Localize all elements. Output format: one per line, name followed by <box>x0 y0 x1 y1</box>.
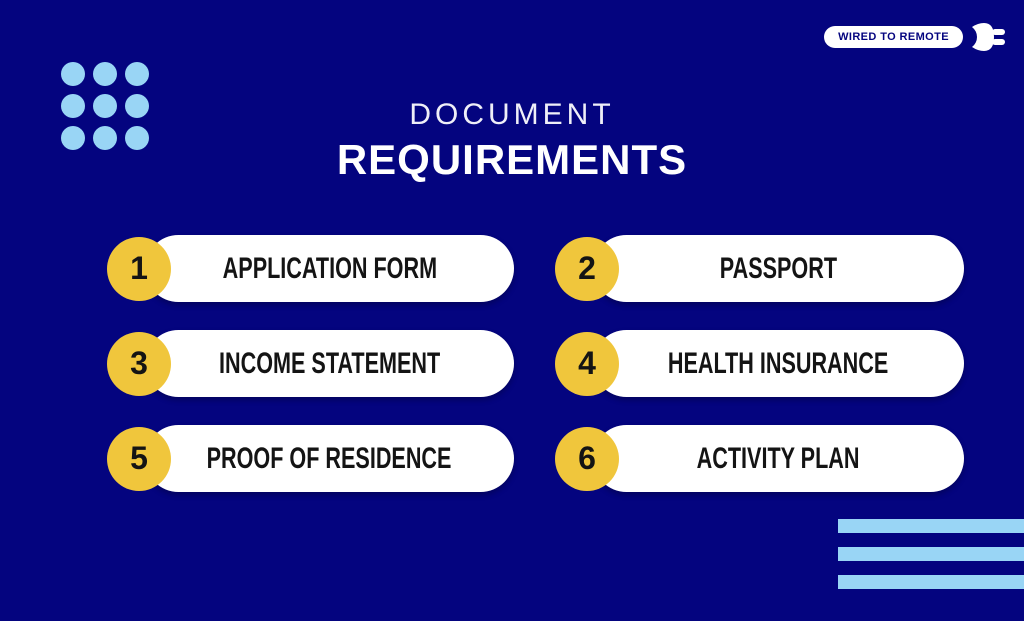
item-number-badge <box>107 332 171 396</box>
brand-badge-label: WIRED TO REMOTE <box>838 31 949 43</box>
item-pill <box>145 235 514 302</box>
dot-icon <box>125 62 149 86</box>
item-pill <box>145 330 514 397</box>
item-label: APPLICATION FORM <box>222 251 437 285</box>
requirement-item-2 <box>555 235 964 302</box>
title-kicker: DOCUMENT <box>409 98 615 131</box>
bars-decoration <box>838 519 1024 589</box>
item-number-badge <box>555 237 619 301</box>
item-pill <box>145 425 514 492</box>
bar-icon <box>838 575 1024 589</box>
plug-icon <box>966 22 1008 52</box>
item-number: 2 <box>578 250 596 286</box>
item-pill <box>593 235 964 302</box>
requirement-item-3 <box>107 330 514 397</box>
item-label: INCOME STATEMENT <box>218 346 441 380</box>
item-number: 4 <box>578 345 596 381</box>
requirements-grid <box>107 235 964 492</box>
item-number-badge <box>107 427 171 491</box>
brand-badge-pill <box>824 26 963 48</box>
item-number: 6 <box>578 440 596 476</box>
bar-icon <box>838 547 1024 561</box>
requirement-item-5 <box>107 425 514 492</box>
dot-icon <box>93 62 117 86</box>
item-label: PASSPORT <box>719 251 838 285</box>
bar-icon <box>838 519 1024 533</box>
requirement-item-6 <box>555 425 964 492</box>
brand-badge <box>824 22 1008 52</box>
item-label: PROOF OF RESIDENCE <box>207 441 452 475</box>
item-number-badge <box>555 332 619 396</box>
title-block <box>0 98 1024 184</box>
item-number-badge <box>107 237 171 301</box>
item-number: 5 <box>130 440 148 476</box>
item-number: 1 <box>130 250 148 286</box>
requirement-item-1 <box>107 235 514 302</box>
item-label: HEALTH INSURANCE <box>668 346 889 380</box>
dot-icon <box>61 62 85 86</box>
item-number: 3 <box>130 345 148 381</box>
item-label: ACTIVITY PLAN <box>697 441 860 475</box>
item-number-badge <box>555 427 619 491</box>
page-title: REQUIREMENTS <box>336 136 688 183</box>
item-pill <box>593 425 964 492</box>
requirement-item-4 <box>555 330 964 397</box>
item-pill <box>593 330 964 397</box>
